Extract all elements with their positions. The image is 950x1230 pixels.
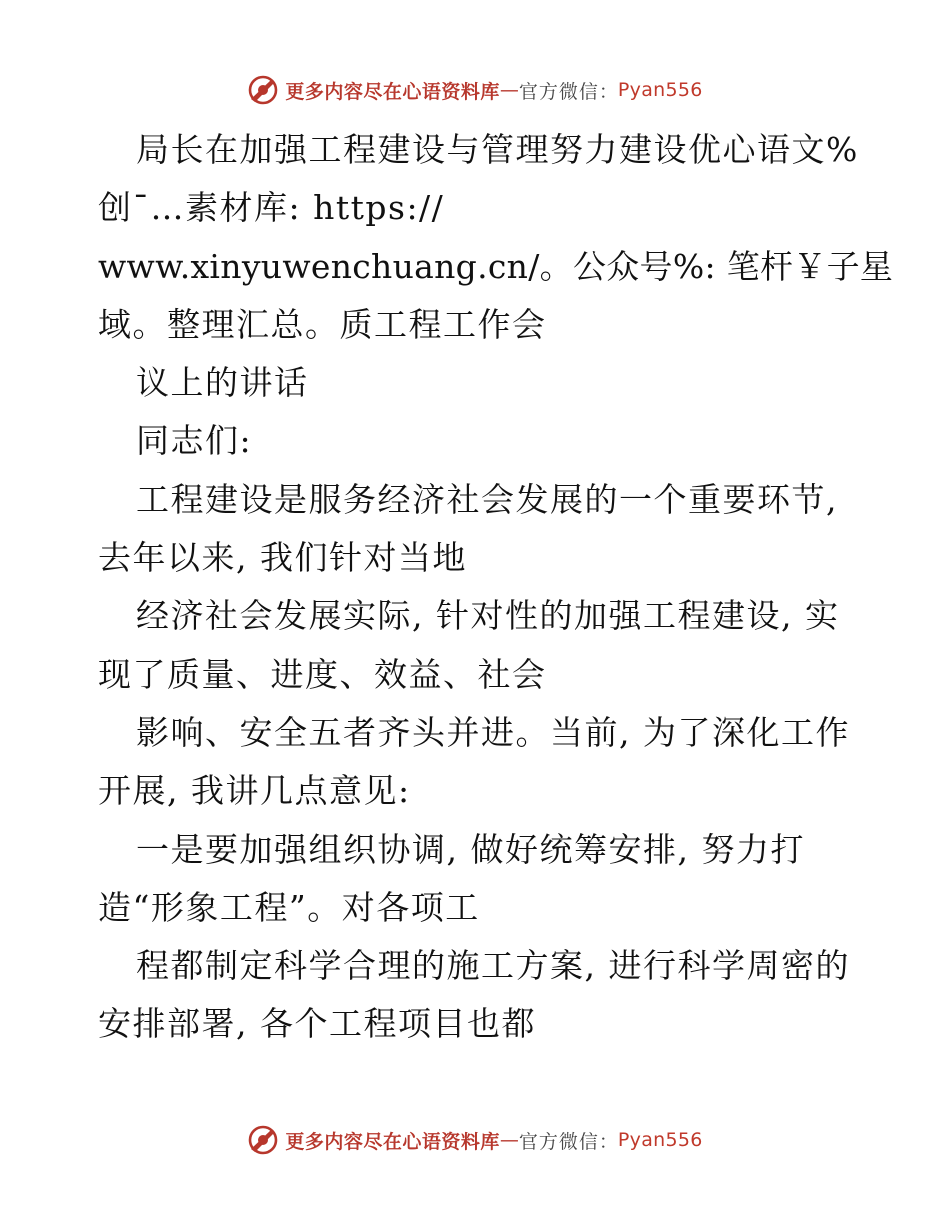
footer-brand: 更多内容尽在心语资料库 xyxy=(285,1130,500,1153)
header-wechat-id: Pyan556 xyxy=(617,79,703,101)
body-line: www.xinyuwenchuang.cn/。公众号%: 笔杆￥子星 xyxy=(98,246,894,286)
body-line: 域。整理汇总。质工程工作会 xyxy=(98,304,547,344)
body-line: 造“形象工程”。对各项工 xyxy=(98,887,480,927)
body-line: 局长在加强工程建设与管理努力建设优心语文% xyxy=(136,130,859,169)
body-line: 程都制定科学合理的施工方案, 进行科学周密的 xyxy=(136,946,850,986)
body-line: 议上的讲话 xyxy=(136,363,309,403)
footer-wechat-label: 官方微信 xyxy=(518,1130,599,1153)
body-line: 开展, 我讲几点意见: xyxy=(98,771,411,811)
document-body xyxy=(98,121,894,1054)
body-line: 安排部署, 各个工程项目也都 xyxy=(98,1004,536,1044)
header-brand: 更多内容尽在心语资料库 xyxy=(285,80,500,103)
body-line: 影响、安全五者齐头并进。当前, 为了深化工作 xyxy=(136,712,850,752)
header-wechat-label: 官方微信 xyxy=(518,80,599,103)
footer-wechat-id: Pyan556 xyxy=(617,1129,703,1151)
body-line: 现了质量、进度、效益、社会 xyxy=(98,654,547,694)
body-line: 创¯…素材库: https:// xyxy=(98,188,445,228)
header-dash: — xyxy=(499,79,519,101)
header-watermark xyxy=(0,72,950,108)
header-colon: ： xyxy=(598,80,618,103)
logo-icon xyxy=(247,74,279,106)
logo-icon xyxy=(247,1124,279,1156)
body-line: 一是要加强组织协调, 做好统筹安排, 努力打 xyxy=(136,829,805,869)
footer-watermark xyxy=(0,1122,950,1158)
body-line: 同志们: xyxy=(136,421,253,461)
body-line: 去年以来, 我们针对当地 xyxy=(98,538,467,578)
body-line: 工程建设是服务经济社会发展的一个重要环节, xyxy=(136,479,838,519)
footer-colon: ： xyxy=(598,1130,618,1153)
footer-dash: — xyxy=(499,1129,519,1151)
body-line: 经济社会发展实际, 针对性的加强工程建设, 实 xyxy=(136,596,840,636)
